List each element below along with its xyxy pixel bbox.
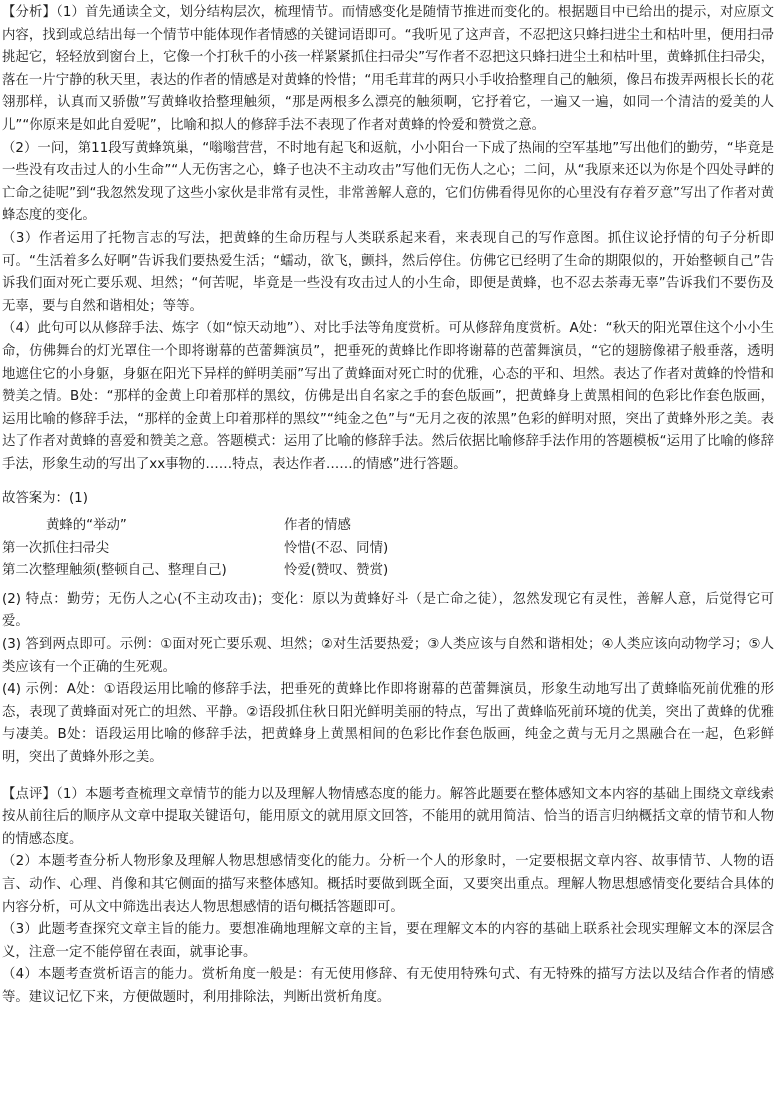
comment-paragraph-1: 【点评】（1）本题考查梳理文章情节的能力以及理解人物情感态度的能力。解答此题要在整体感知文本内容的基础上围绕文章线索按从前往后的顺序从文章中提取关键语句，能用原文的就用原文回答，不能用的就用简洁、恰当的语言归纳概括文章的情节和人物的情感态度。 <box>2 786 774 847</box>
comment-paragraph-2: （2）本题考查分析人物形象及理解人物思想感情变化的能力。分析一个人的形象时，一定要根据文章内容、故事情节、人物的语言、动作、心理、肖像和其它侧面的描写来整体感知。概括时要做到既全面，又要突出重点。理解人物思想感情变化要结合具体的内容分析，可从文中筛选出表达人物思想感情的语句概括答题即可。 <box>2 854 774 915</box>
row-feeling: 怜惜(不忍、同情) <box>284 540 389 556</box>
answer-3: (3) 答到两点即可。示例：①面对死亡要乐观、坦然；②对生活要热爱；③人类应该与自然和谐相处；④人类应该向动物学习；⑤人类应该有一个正确的生死观。 <box>2 637 774 675</box>
comment-section <box>2 784 774 1010</box>
answer-2: (2) 特点：勤劳；无伤人之心(不主动攻击)；变化：原以为黄蜂好斗（是亡命之徒），忽然发现它有灵性，善解人意，后觉得它可爱。 <box>2 591 774 630</box>
spacer <box>2 770 774 782</box>
analysis-paragraph-4: （4）此句可以从修辞手法、炼字（如“惊天动地”）、对比手法等角度赏析。可从修辞角度赏析。A处：“秋天的阳光罩住这个小小生命，仿佛舞台的灯光罩住一个即将谢幕的芭蕾舞演员”，把垂死的黄蜂比作即将谢幕的芭蕾舞演员，“它的翅膀像裙子般垂落，透明地遮住它的小身躯，身躯在阳光下异样的鲜明美丽”写出了黄蜂面对死亡时的优雅，心态的平和、坦然。表达了作者对黄蜂的怜惜和赞美之情。B处：“那样的金黄上印着那样的黑纹，仿佛是出自名家之手的套色版画”，把黄蜂身上黄黑相间的色彩比作套色版画，运用比喻的修辞手法，“那样的金黄上印着那样的黑纹”“纯金之色”与“无月之夜的浓黑”色彩的鲜明对照，突出了黄蜂外形之美。表达了作者对黄蜂的喜爱和赞美之意。答题模式：运用了比喻的修辞手法。然后依据比喻修辞手法作用的答题模板“运用了比喻的修辞手法，形象生动的写出了xx事物的……特点，表达作者……的情感”进行答题。 <box>2 321 774 472</box>
comment-paragraph-4: （4）本题考查赏析语言的能力。赏析角度一般是：有无使用修辞、有无使用特殊句式、有无特殊的描写方法以及结合作者的情感等。建议记忆下来，方便做题时，利用排除法，判断出赏析角度。 <box>2 967 774 1005</box>
spacer <box>2 476 774 488</box>
answer-intro: 故答案为：(1) <box>2 491 88 507</box>
comment-paragraph-3: （3）此题考查探究文章主旨的能力。要想准确地理解文章的主旨，要在理解文本的内容的基础上联系社会现实理解文本的深层含义，注意一定不能停留在表面，就事论事。 <box>2 922 774 960</box>
answer-section <box>2 488 774 769</box>
analysis-section <box>2 0 774 476</box>
row-action: 第二次整理触须(整顿自己、整理自己) <box>2 563 227 579</box>
answer-4: (4) 示例：A处：①语段运用比喻的修辞手法，把垂死的黄蜂比作即将谢幕的芭蕾舞演员，形象生动地写出了黄蜂临死前优雅的形态，表现了黄蜂面对死亡的坦然、平静。②语段抓住秋日阳光鲜明美丽的特点，写出了黄蜂临死前环境的优美，突出了黄蜂的优雅与凄美。B处：语段运用比喻的修辞手法，把黄蜂身上黄黑相间的色彩比作套色版画，纯金之黄与无月之黑融合在一起，色彩鲜明，突出了黄蜂外形之美。 <box>2 682 774 765</box>
row-feeling: 怜爱(赞叹、赞赏) <box>284 563 389 579</box>
analysis-paragraph-1: 【分析】（1）首先通读全文，划分结构层次，梳理情节。而情感变化是随情节推进而变化的。根据题目中已给出的提示，对应原文内容，找到或总结出每一个情节中能体现作者情感的关键词语即可。“我听见了这声音，不忍把这只蜂扫进尘土和枯叶里，便用扫帚挑起它，轻轻放到窗台上，它像一个打秋千的小孩一样紧紧抓住扫帚尖”写作者不忍把这只蜂扫进尘土和枯叶里，黄蜂抓住扫帚尖，落在一片宁静的秋天里，表达的作者的情感是对黄蜂的怜惜；“用毛茸茸的两只小手收拾整理自己的触须，像吕布拨弄两根长长的花翎那样，认真而又骄傲”写黄蜂收拾整理触须，“那是两根多么漂亮的触须啊，它抒着它，一遍又一遍，如同一个清洁的爱美的人儿”“你原来是如此自爱呢”，比喻和拟人的修辞手法不表现了作者对黄蜂的怜爱和赞赏之意。 <box>2 5 774 133</box>
analysis-paragraph-3: （3）作者运用了托物言志的写法，把黄蜂的生命历程与人类联系起来看，来表现自己的写作意图。抓住议论抒情的句子分析即可。“生活着多么好啊”告诉我们要热爱生活；“蠕动，欲飞，颤抖，然后停住。仿佛它已经明了生命的期限似的，开始整顿自己”告诉我们面对死亡要乐观、坦然；“何苦呢，毕竟是一些没有攻击过人的小生命，即便是黄蜂，也不忍去荼毒无辜”告诉我们不要伤及无辜，要与自然和谐相处；等等。 <box>2 230 774 314</box>
row-action: 第一次抓住扫帚尖 <box>2 540 110 556</box>
feelings-table-header <box>2 515 388 538</box>
table-row <box>2 538 388 561</box>
header-feeling: 作者的情感 <box>284 518 351 534</box>
header-action: 黄蜂的“举动” <box>46 518 127 534</box>
table-row <box>2 560 388 583</box>
feelings-table <box>2 515 388 583</box>
analysis-paragraph-2: （2）一问，第11段写黄蜂筑巢，“嗡嗡营营，不时地有起飞和返航，小小阳台一下成了热闹的空军基地”写出他们的勤劳，“毕竟是一些没有攻击过人的小生命”“人无伤害之心，蜂子也决不主动攻击”写他们无伤人之心；二问，从“我原来还以为你是个四处寻衅的亡命之徒呢”到“我忽然发现了这些小家伙是非常有灵性，非常善解人意的，它们仿佛看得见你的心里没有存着歹意”写出了作者对黄蜂态度的变化。 <box>2 140 774 224</box>
